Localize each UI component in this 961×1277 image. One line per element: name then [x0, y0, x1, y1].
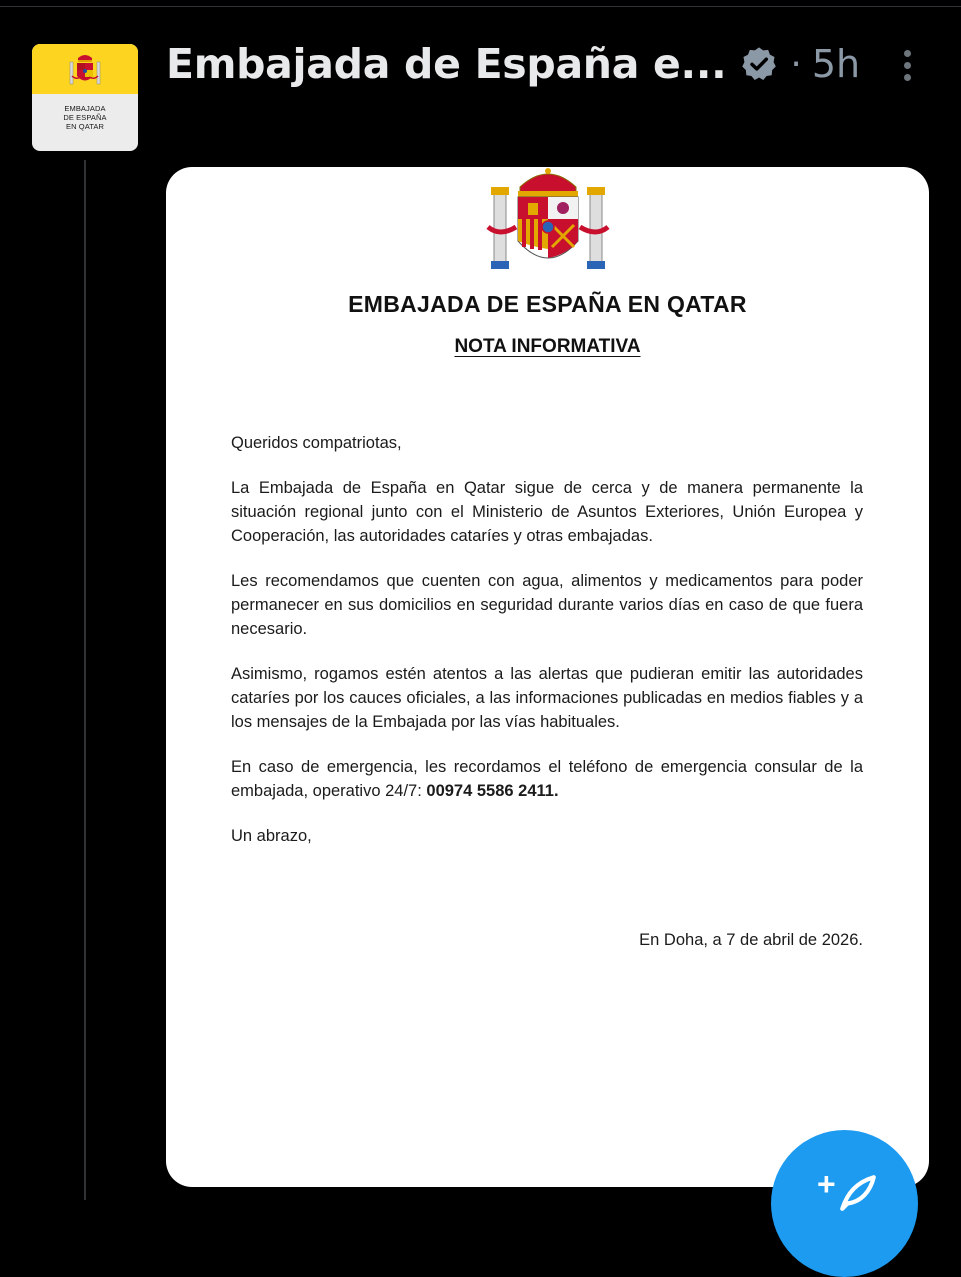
avatar[interactable] [32, 44, 138, 151]
top-divider [0, 6, 961, 7]
emergency-text: En caso de emergencia, les recordamos el teléfono de emergencia consular de la embajada, operativo 24/7: [231, 758, 863, 800]
emergency-phone: 00974 5586 2411. [426, 782, 559, 800]
thread-line [84, 160, 86, 1200]
attached-document-image[interactable] [166, 167, 929, 1187]
compose-post-icon [837, 1172, 879, 1214]
org-heading: EMBAJADA DE ESPAÑA EN QATAR [348, 291, 747, 317]
coat-of-arms-logo [68, 52, 102, 88]
signoff: Un abrazo, [231, 827, 312, 845]
post-time[interactable]: 5h [811, 42, 861, 86]
post-header [166, 36, 860, 92]
document-title: NOTA INFORMATIVA [454, 336, 641, 357]
coat-of-arms-logo [486, 167, 610, 275]
paragraph-4 [231, 755, 863, 803]
paragraph-2: Les recomendamos que cuenten con agua, alimentos y medicamentos para poder permanecer en sus domicilios en seguridad durante varios días en caso de que fuera necesario. [231, 572, 863, 638]
more-vertical-icon[interactable] [900, 50, 914, 84]
avatar-caption: EMBAJADA DE ESPAÑA EN QATAR [63, 104, 107, 131]
paragraph-3: Asimismo, rogamos estén atentos a las alertas que pudieran emitir las autoridades cataríes por los cauces oficiales, a las informaciones publicadas en medios fiables y a los mensajes de la Embajada por las vías habituales. [231, 665, 863, 731]
document-date: En Doha, a 7 de abril de 2026. [639, 931, 863, 949]
paragraph-1: La Embajada de España en Qatar sigue de cerca y de manera permanente la situación regional junto con el Ministerio de Asuntos Exteriores, Unión Europea y Cooperación, las autoridades cataríes y otras embajadas. [231, 479, 863, 545]
compose-post-button[interactable] [771, 1130, 918, 1277]
author-name[interactable]: Embajada de España e... [166, 40, 727, 88]
greeting: Queridos compatriotas, [231, 434, 402, 452]
plus-icon: + [817, 1166, 836, 1202]
separator-dot: · [790, 43, 802, 85]
verified-badge-icon[interactable] [740, 45, 778, 83]
document-body [231, 431, 863, 869]
